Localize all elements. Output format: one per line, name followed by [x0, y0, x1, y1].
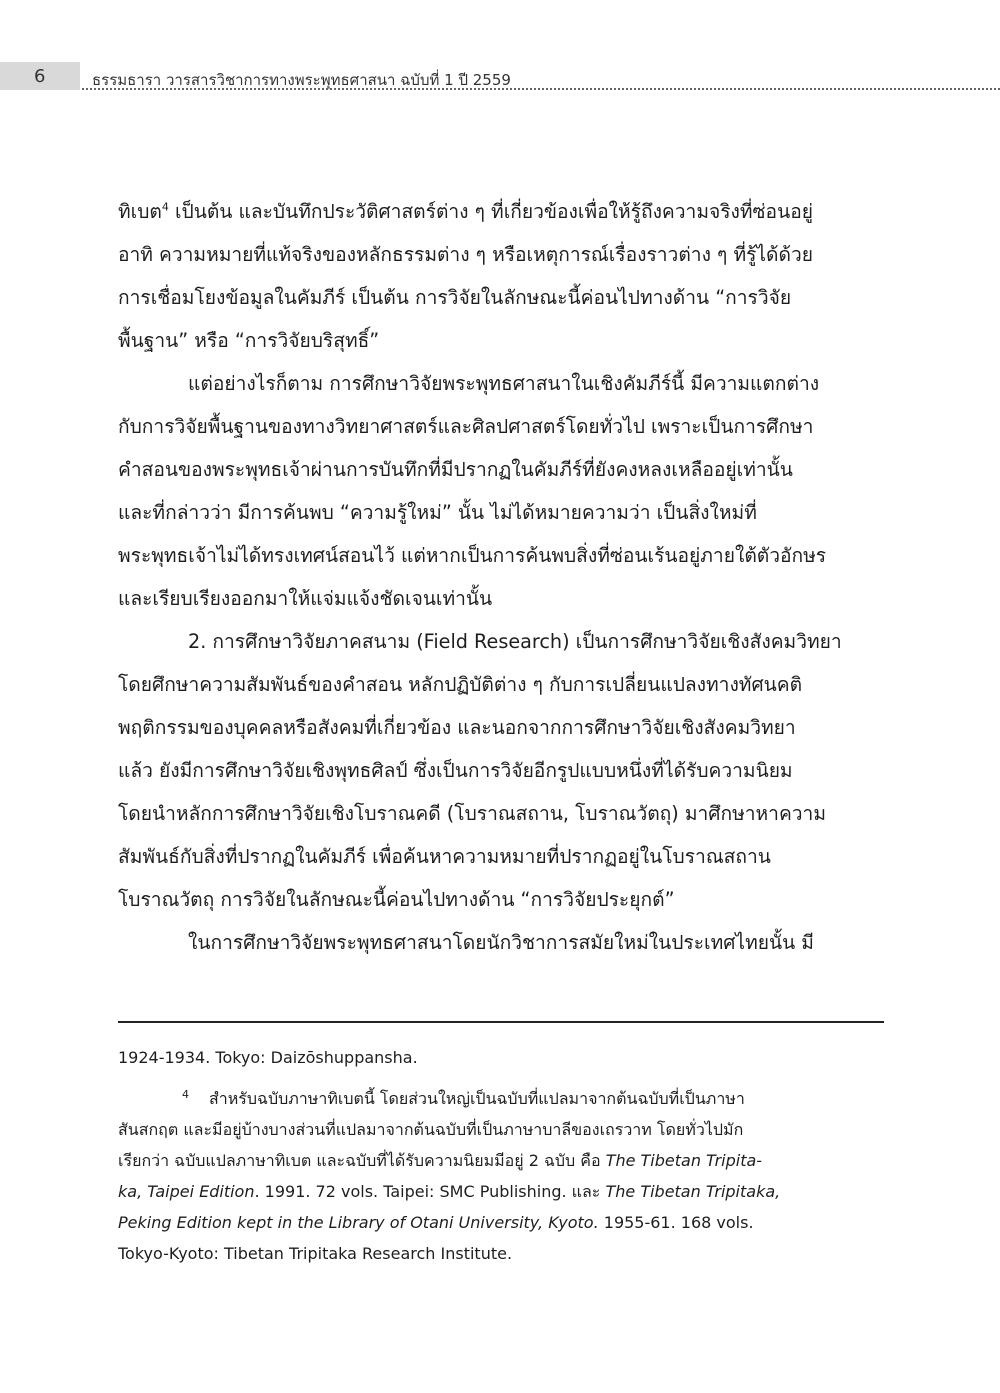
page-number-box: [0, 62, 80, 90]
text-line: สัมพันธ์กับสิ่งที่ปรากฏในคัมภีร์ เพื่อค้นหาความหมายที่ปรากฏอยู่ในโบราณสถาน: [118, 845, 771, 868]
header-dotted-rule: [82, 88, 1000, 90]
footnotes: [118, 1042, 884, 1269]
footnote-line: $^4$ สำหรับฉบับภาษาทิเบตนี้ โดยส่วนใหญ่เป็นฉบับที่แปลมาจากต้นฉบับที่เป็นภาษา: [182, 1087, 745, 1108]
footnote-mark: 4: [182, 1087, 189, 1101]
footnote-line: สันสกฤต และมีอยู่บ้างบางส่วนที่แปลมาจากต้นฉบับที่เป็นภาษาบาลีของเถรวาท โดยทั่วไปมัก: [118, 1120, 744, 1139]
text-line: ทิเบต$^4$ เป็นต้น และบันทึกประวัติศาสตร์ต่าง ๆ ที่เกี่ยวข้องเพื่อให้รู้ถึงความจริงที่ซ่อนอยู่: [118, 200, 813, 223]
text-line: แต่อย่างไรก็ตาม การศึกษาวิจัยพระพุทธศาสนาในเชิงคัมภีร์นี้ มีความแตกต่าง: [188, 372, 820, 395]
text-line: อาทิ ความหมายที่แท้จริงของหลักธรรมต่าง ๆ หรือเหตุการณ์เรื่องราวต่าง ๆ ที่รู้ได้ด้วย: [118, 243, 813, 266]
footnote-line: ka, Taipei Edition. 1991. 72 vols. Taipei: SMC Publishing. และ The Tibetan Tripitaka,: [118, 1182, 781, 1201]
text-line: โดยนำหลักการศึกษาวิจัยเชิงโบราณคดี (โบราณสถาน, โบราณวัตถุ) มาศึกษาหาความ: [118, 802, 826, 825]
footnote-separator: [118, 1021, 884, 1023]
text-line: โดยศึกษาความสัมพันธ์ของคำสอน หลักปฏิบัติต่าง ๆ กับการเปลี่ยนแปลงทางทัศนคติ: [118, 673, 803, 696]
footnote-ref[interactable]: 4: [161, 200, 169, 214]
text-line: พฤติกรรมของบุคคลหรือสังคมที่เกี่ยวข้อง และนอกจากการศึกษาวิจัยเชิงสังคมวิทยา: [118, 716, 796, 739]
text-line: 2. การศึกษาวิจัยภาคสนาม (Field Research) เป็นการศึกษาวิจัยเชิงสังคมวิทยา: [188, 630, 842, 653]
text-line: คำสอนของพระพุทธเจ้าผ่านการบันทึกที่มีปรากฏในคัมภีร์ที่ยังคงหลงเหลืออยู่เท่านั้น: [118, 458, 793, 481]
body-text: [118, 190, 884, 964]
text-line: พื้นฐาน” หรือ “การวิจัยบริสุทธิ์”: [118, 329, 380, 352]
text-line: แล้ว ยังมีการศึกษาวิจัยเชิงพุทธศิลป์ ซึ่งเป็นการวิจัยอีกรูปแบบหนึ่งที่ได้รับความนิยม: [118, 759, 793, 782]
text-line: ในการศึกษาวิจัยพระพุทธศาสนาโดยนักวิชาการสมัยใหม่ในประเทศไทยนั้น มี: [188, 931, 814, 954]
footnote-line: เรียกว่า ฉบับแปลภาษาทิเบต และฉบับที่ได้รับความนิยมมีอยู่ 2 ฉบับ คือ The Tibetan Tripita-: [118, 1151, 763, 1170]
text-line: กับการวิจัยพื้นฐานของทางวิทยาศาสตร์และศิลปศาสตร์โดยทั่วไป เพราะเป็นการศึกษา: [118, 415, 814, 438]
text-line: พระพุทธเจ้าไม่ได้ทรงเทศน์สอนไว้ แต่หากเป็นการค้นพบสิ่งที่ซ่อนเร้นอยู่ภายใต้ตัวอักษร: [118, 544, 827, 567]
page-header: [0, 62, 1000, 92]
footnote-line: Peking Edition kept in the Library of Otani University, Kyoto. 1955-61. 168 vols.: [118, 1213, 754, 1232]
running-title: ธรรมธารา วารสารวิชาการทางพระพุทธศาสนา ฉบับที่ 1 ปี 2559: [92, 71, 511, 89]
footnote-continued: 1924-1934. Tokyo: Daizōshuppansha.: [118, 1048, 418, 1067]
footnote-line: Tokyo-Kyoto: Tibetan Tripitaka Research Institute.: [118, 1244, 513, 1263]
text-line: และเรียบเรียงออกมาให้แจ่มแจ้งชัดเจนเท่านั้น: [118, 587, 493, 610]
page-number: 6: [34, 66, 46, 87]
text-line: และที่กล่าวว่า มีการค้นพบ “ความรู้ใหม่” นั้น ไม่ได้หมายความว่า เป็นสิ่งใหม่ที่: [118, 501, 757, 524]
text-line: การเชื่อมโยงข้อมูลในคัมภีร์ เป็นต้น การวิจัยในลักษณะนี้ค่อนไปทางด้าน “การวิจัย: [118, 286, 792, 309]
text-line: โบราณวัตถุ การวิจัยในลักษณะนี้ค่อนไปทางด้าน “การวิจัยประยุกต์”: [118, 888, 675, 911]
